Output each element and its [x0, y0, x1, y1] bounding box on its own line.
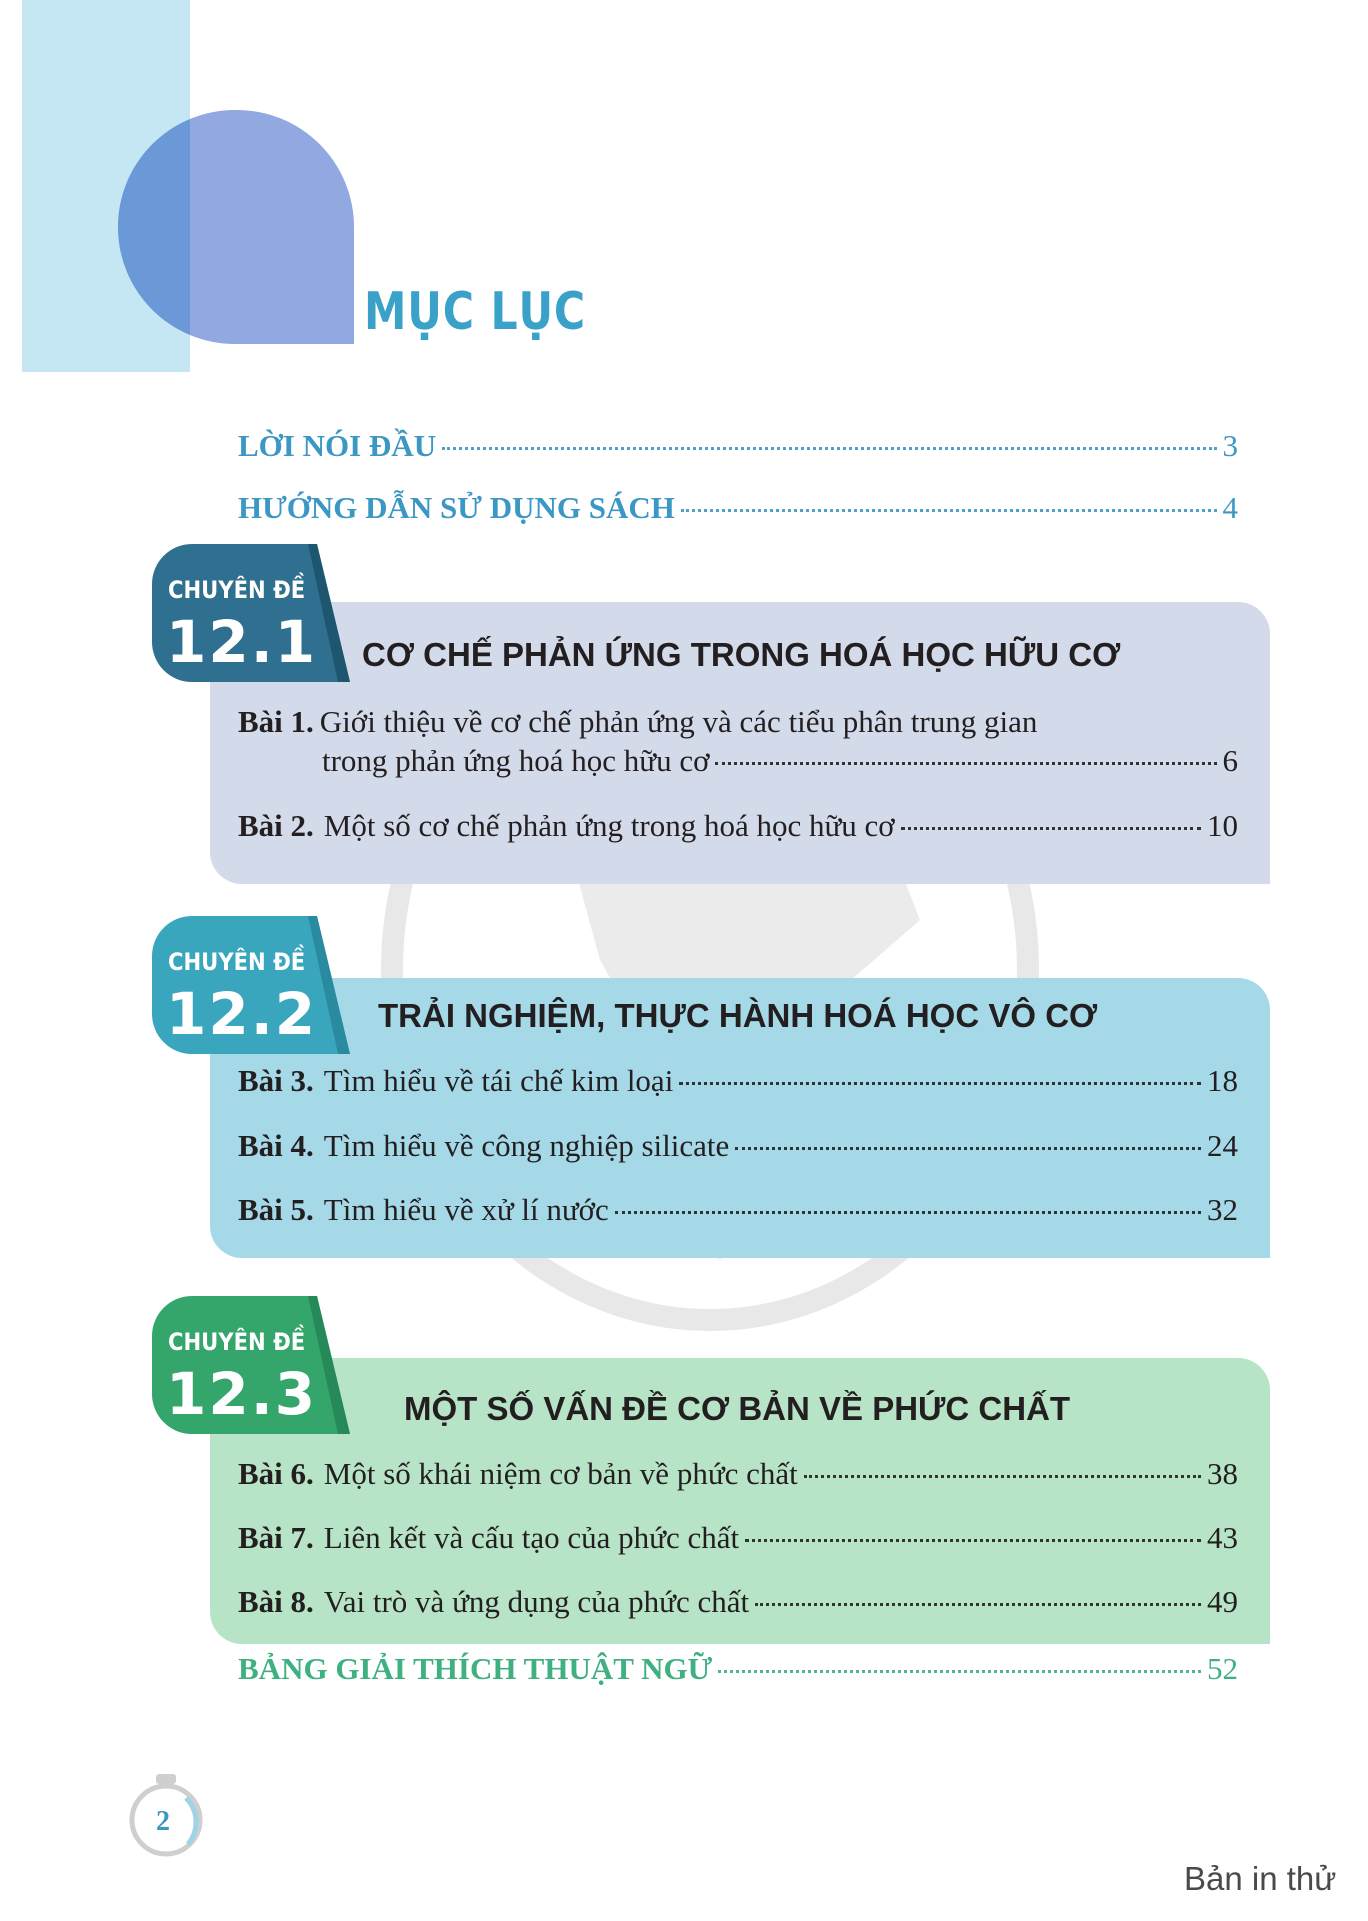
- dot-leader: [615, 1211, 1201, 1214]
- lesson-page: 24: [1207, 1128, 1238, 1163]
- topic-badge-12-3: [152, 1296, 350, 1434]
- toc-entry-page: 52: [1207, 1651, 1238, 1686]
- toc-lesson-1-cont[interactable]: [322, 743, 1238, 779]
- topic-badge-label: CHUYÊN ĐỀ: [168, 948, 306, 976]
- dot-leader: [679, 1082, 1201, 1085]
- toc-lesson-4[interactable]: [238, 1128, 1238, 1164]
- topic-badge-number: 12.3: [166, 1360, 318, 1428]
- lesson-page: 43: [1207, 1520, 1238, 1555]
- toc-entry-glossary[interactable]: [238, 1651, 1238, 1687]
- topic-badge-label: CHUYÊN ĐỀ: [168, 1328, 306, 1356]
- lesson-label: Bài 2.: [238, 808, 314, 843]
- topic-title: CƠ CHẾ PHẢN ỨNG TRONG HOÁ HỌC HỮU CƠ: [362, 636, 1121, 673]
- lesson-label: Bài 3.: [238, 1063, 314, 1098]
- topic-title: MỘT SỐ VẤN ĐỀ CƠ BẢN VỀ PHỨC CHẤT: [404, 1390, 1071, 1427]
- draft-label: Bản in thử: [1184, 1860, 1337, 1897]
- header-decoration-overlap: [118, 110, 190, 344]
- lesson-label: Bài 8.: [238, 1584, 314, 1619]
- topic-badge-label: CHUYÊN ĐỀ: [168, 576, 306, 604]
- toc-lesson-3[interactable]: [238, 1063, 1238, 1099]
- toc-entry-label: BẢNG GIẢI THÍCH THUẬT NGỮ: [238, 1651, 713, 1686]
- lesson-page: 49: [1207, 1584, 1238, 1619]
- lesson-label: Bài 7.: [238, 1520, 314, 1555]
- toc-entry-page: 3: [1222, 428, 1238, 463]
- topic-badge-number: 12.2: [166, 980, 318, 1048]
- toc-lesson-7[interactable]: [238, 1520, 1238, 1556]
- topic-badge-12-2: [152, 916, 350, 1054]
- lesson-label: Bài 5.: [238, 1192, 314, 1227]
- lesson-title: Tìm hiểu về tái chế kim loại: [323, 1063, 674, 1098]
- dot-leader: [804, 1475, 1201, 1478]
- lesson-label: Bài 1.: [238, 704, 314, 739]
- toc-entry-label: LỜI NÓI ĐẦU: [238, 428, 437, 463]
- toc-lesson-1[interactable]: [238, 704, 1037, 740]
- toc-entry-label: HƯỚNG DẪN SỬ DỤNG SÁCH: [238, 490, 675, 525]
- lesson-title: Một số cơ chế phản ứng trong hoá học hữu cơ: [323, 808, 895, 843]
- dot-leader: [681, 509, 1217, 512]
- lesson-title: Vai trò và ứng dụng của phức chất: [323, 1584, 750, 1619]
- toc-entry-preface[interactable]: [238, 428, 1238, 464]
- toc-entry-page: 4: [1222, 490, 1238, 525]
- lesson-label: Bài 4.: [238, 1128, 314, 1163]
- dot-leader: [745, 1539, 1201, 1542]
- topic-badge-number: 12.1: [166, 608, 318, 676]
- dot-leader: [718, 1670, 1201, 1673]
- lesson-label: Bài 6.: [238, 1456, 314, 1491]
- page-title: MỤC LỤC: [364, 282, 587, 342]
- dot-leader: [715, 762, 1216, 765]
- lesson-page: 32: [1207, 1192, 1238, 1227]
- lesson-title: Một số khái niệm cơ bản về phức chất: [323, 1456, 798, 1491]
- toc-entry-guide[interactable]: [238, 490, 1238, 526]
- lesson-title-line1: Giới thiệu về cơ chế phản ứng và các tiểu phân trung gian: [319, 704, 1038, 739]
- lesson-title-line2: trong phản ứng hoá học hữu cơ: [322, 743, 710, 778]
- lesson-page: 18: [1207, 1063, 1238, 1098]
- lesson-page: 38: [1207, 1456, 1238, 1491]
- dot-leader: [442, 447, 1216, 450]
- lesson-title: Liên kết và cấu tạo của phức chất: [323, 1520, 740, 1555]
- dot-leader: [735, 1147, 1201, 1150]
- topic-title: TRẢI NGHIỆM, THỰC HÀNH HOÁ HỌC VÔ CƠ: [378, 997, 1098, 1034]
- toc-lesson-6[interactable]: [238, 1456, 1238, 1492]
- dot-leader: [755, 1603, 1201, 1606]
- toc-lesson-8[interactable]: [238, 1584, 1238, 1620]
- lesson-page: 6: [1222, 743, 1238, 778]
- topic-badge-12-1: [152, 544, 350, 682]
- toc-lesson-2[interactable]: [238, 808, 1238, 844]
- lesson-page: 10: [1207, 808, 1238, 843]
- dot-leader: [901, 827, 1201, 830]
- page-number: 2: [156, 1806, 170, 1837]
- lesson-title: Tìm hiểu về xử lí nước: [323, 1192, 609, 1227]
- lesson-title: Tìm hiểu về công nghiệp silicate: [323, 1128, 730, 1163]
- toc-lesson-5[interactable]: [238, 1192, 1238, 1228]
